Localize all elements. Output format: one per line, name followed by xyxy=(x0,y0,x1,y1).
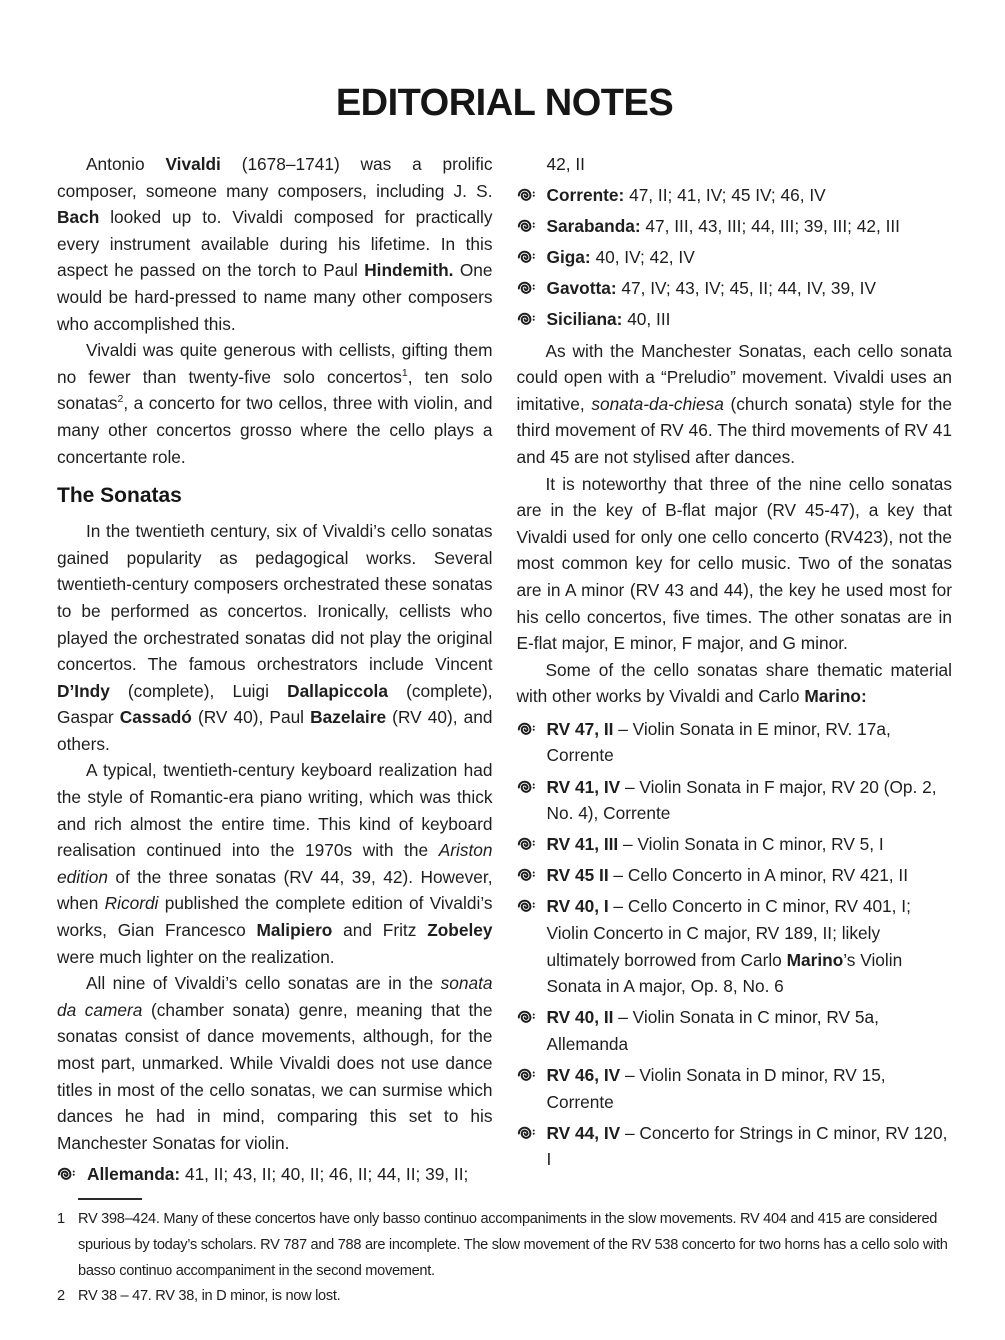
rv-list-item-text: RV 41, IV – Violin Sonata in F major, RV 20 (Op. 2, No. 4), Corrente xyxy=(546,776,937,824)
scroll-spiral-bullet-icon xyxy=(517,275,547,302)
left-column xyxy=(57,151,493,1192)
scroll-spiral-bullet-icon xyxy=(517,244,547,271)
dance-list-item-giga xyxy=(517,244,953,271)
scroll-spiral-bullet-icon xyxy=(517,1004,547,1057)
rv-list-item xyxy=(517,716,953,769)
rv-list-item xyxy=(517,862,953,889)
right-column xyxy=(517,151,953,1192)
rv-list-item-text: RV 46, IV – Violin Sonata in D minor, RV 15, Corrente xyxy=(546,1065,886,1112)
dance-list-item-corrente xyxy=(517,182,953,209)
rv-list-item-text: RV 45 II – Cello Concerto in A minor, RV 421, II xyxy=(546,865,909,886)
scroll-spiral-bullet-icon xyxy=(517,306,547,333)
scroll-spiral-bullet-icon xyxy=(517,213,547,240)
paragraph-sonata-da-camera: All nine of Vivaldi’s cello sonatas are in the sonata da camera (chamber sonata) genre, meaning that the sonatas consist of dance movements, although, for the most part, unmarked. While Vivaldi does not use dance titles in most of the cello sonatas, we can surmise which dances he had in mind, comparing this set to his Manchester Sonatas for violin. xyxy=(57,973,493,1153)
rv-list-item xyxy=(517,1004,953,1057)
dance-list-item-label: Allemanda: 41, II; 43, II; 40, II; 46, II; 44, II; 39, II; xyxy=(87,1163,469,1184)
scroll-spiral-bullet-icon xyxy=(517,1120,547,1173)
rv-list-item xyxy=(517,1062,953,1115)
scroll-spiral-bullet-icon xyxy=(517,893,547,999)
paragraph-thematic: Some of the cello sonatas share thematic material with other works by Vivaldi and Carlo Marino: xyxy=(516,659,952,707)
rv-list-item xyxy=(517,893,953,999)
dance-list-item-siciliana xyxy=(517,306,953,333)
rv-list-item-text: RV 41, III – Violin Sonata in C minor, RV 5, I xyxy=(546,834,884,855)
footnote-rule xyxy=(78,1198,142,1200)
page-title: EDITORIAL NOTES xyxy=(335,82,674,124)
rv-list-item xyxy=(517,1120,953,1173)
rv-list-item-text: RV 44, IV – Concerto for Strings in C minor, RV 120, I xyxy=(546,1122,948,1170)
dance-list-item-allemanda xyxy=(57,1161,493,1188)
scroll-spiral-bullet-icon xyxy=(57,1161,87,1188)
rv-list-item xyxy=(517,831,953,858)
footnote-number: 1 xyxy=(57,1211,65,1227)
footnote-2 xyxy=(57,1284,952,1310)
scroll-spiral-bullet-icon xyxy=(517,862,547,889)
dance-list-item-label: Gavotta: 47, IV; 43, IV; 45, II; 44, IV, 39, IV xyxy=(546,278,876,299)
paragraph-twentieth-century: In the twentieth century, six of Vivaldi’s cello sonatas gained popularity as pedagogical works. Several twentieth-century composers orchestrated these sonatas to be performed as concertos. Ironically, cellists who played the orchestrated sonatas did not play the original concertos. The famous orchestrators include Vincent D’Indy (complete), Luigi Dallapiccola (complete), Gaspar Cassadó (RV 40), Paul Bazelaire (RV 40), and others. xyxy=(57,521,493,754)
paragraph-generous: Vivaldi was quite generous with cellists, gifting them no fewer than twenty-five solo concertos$^1$, ten solo sonatas$^2$, a concerto for two cellos, three with violin, and many other concertos grosso where the cello plays a concertante role. xyxy=(57,340,493,467)
footnotes-section xyxy=(57,1198,952,1310)
rv-list-item-text: RV 40, I – Cello Concerto in C minor, RV 401, I; Violin Concerto in C major, RV 189, II; likely ultimately borrowed from Carlo Marino’s Violin Sonata in A major, Op. 8, No. 6 xyxy=(546,896,911,997)
paragraph-keyboard: A typical, twentieth-century keyboard realization had the style of Romantic-era piano writing, which was thick and rich almost the entire time. This kind of keyboard realisation continued into the 1970s with the Ariston edition of the three sonatas (RV 44, 39, 42). However, when Ricordi published the complete edition of Vivaldi’s works, Gian Francesco Malipiero and Fritz Zobeley were much lighter on the realization. xyxy=(57,760,493,967)
dance-list-item-gavotta xyxy=(517,275,953,302)
footnote-text: RV 398–424. Many of these concertos have only basso continuo accompaniments in the slow movements. RV 404 and 415 are considered spurious by today’s scholars. RV 787 and 788 are incomplete. The slow movement of the RV 538 concerto for two horns has a cello solo with basso continuo accompaniment in the second movement. xyxy=(78,1211,948,1279)
footnote-text: RV 38 – 47. RV 38, in D minor, is now lost. xyxy=(78,1288,341,1305)
rv-list-item xyxy=(517,774,953,827)
dance-list-item-label: Giga: 40, IV; 42, IV xyxy=(546,247,695,268)
two-column-layout xyxy=(57,151,952,1192)
dance-list-item-label: Corrente: 47, II; 41, IV; 45 IV; 46, IV xyxy=(546,185,826,206)
dance-list-item-label: Siciliana: 40, III xyxy=(546,309,671,330)
paragraph-preludio: As with the Manchester Sonatas, each cello sonata could open with a “Preludio” movement. Vivaldi uses an imitative, sonata-da-chiesa (church sonata) style for the third movement of RV 46. The third movements of RV 41 and 45 are not stylised after dances. xyxy=(516,340,952,467)
scroll-spiral-bullet-icon xyxy=(517,831,547,858)
rv-list-item-text: RV 40, II – Violin Sonata in C minor, RV 5a, Allemanda xyxy=(546,1007,879,1054)
scroll-spiral-bullet-icon xyxy=(517,716,547,769)
scroll-spiral-bullet-icon xyxy=(517,774,547,827)
paragraph-keys: It is noteworthy that three of the nine cello sonatas are in the key of B-flat major (RV 45-47), a key that Vivaldi used for only one cello concerto (RV423), not the most common key for cello music. Two of the sonatas are in A minor (RV 43 and 44), the key he used most for his cello concertos, five times. The other sonatas are in E-flat major, E minor, F major, and G minor. xyxy=(516,473,952,654)
paragraph-intro: Antonio Vivaldi (1678–1741) was a prolific composer, someone many composers, including J. S. Bach looked up to. Vivaldi composed for practically every instrument available during his lifetime. In this aspect he passed on the torch to Paul Hindemith. One would be hard-pressed to name many other composers who accomplished this. xyxy=(57,154,493,334)
footnote-number: 2 xyxy=(57,1288,65,1305)
dance-list-item-label: Sarabanda: 47, III, 43, III; 44, III; 39, III; 42, III xyxy=(546,216,900,237)
list-continuation-line: 42, II xyxy=(546,154,585,174)
scroll-spiral-bullet-icon xyxy=(517,1062,547,1115)
scroll-spiral-bullet-icon xyxy=(517,182,547,209)
rv-list-item-text: RV 47, II – Violin Sonata in E minor, RV. 17a, Corrente xyxy=(546,718,891,766)
section-heading-the-sonatas: The Sonatas xyxy=(57,484,182,508)
footnote-1 xyxy=(57,1207,952,1284)
dance-list-item-sarabanda xyxy=(517,213,953,240)
